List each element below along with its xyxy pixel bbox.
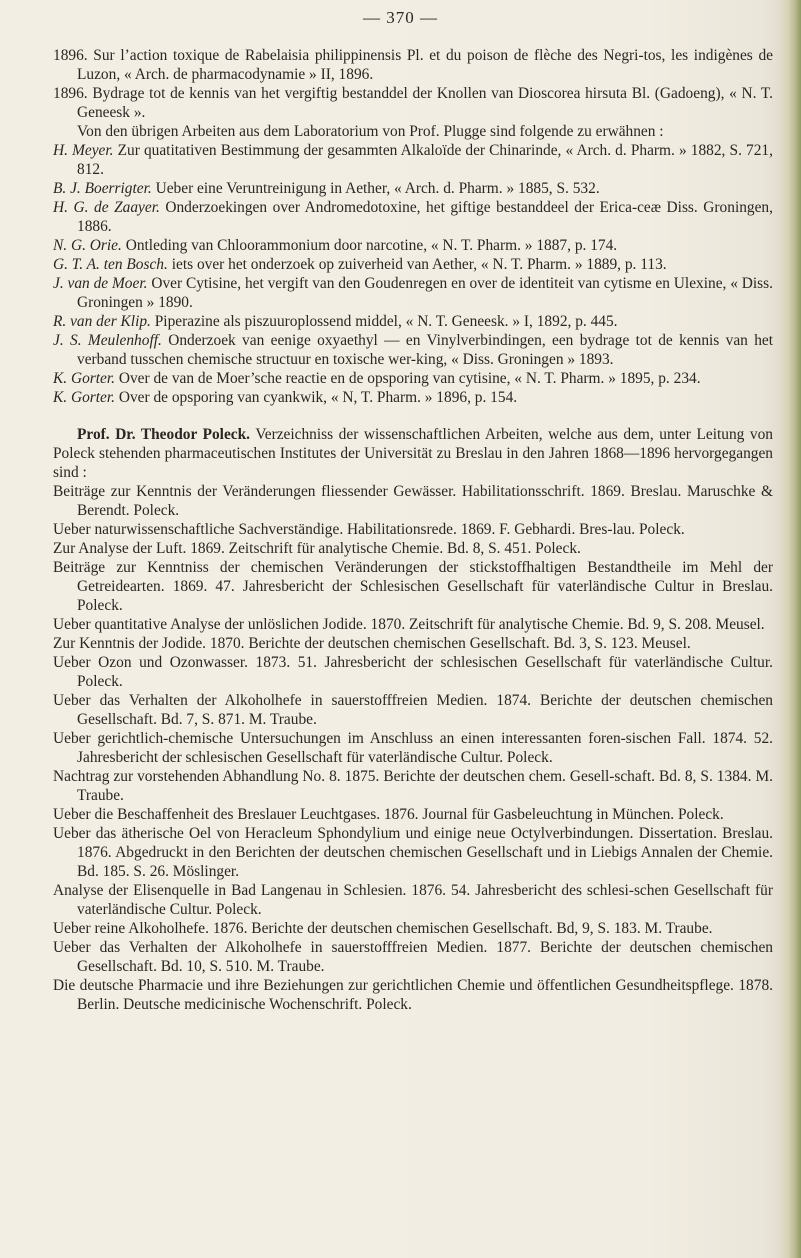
page-body (53, 46, 773, 1014)
bibliography-entry: 1896. Bydrage tot de kennis van het vergiftig bestanddel der Knollen van Dioscorea hirsuta Bl. (Gadoeng), « N. T. Geneesk ». (53, 85, 773, 121)
page-edge-shadow (779, 0, 801, 1258)
student-entry (53, 388, 773, 407)
entry-text: Over de van de Moer’sche reactie en de opsporing van cytisine, « N. T. Pharm. » 1895, p. 234. (118, 370, 701, 387)
entry-text: Onderzoekingen over Andromedotoxine, het giftige bestanddeel der Erica-ceæ Diss. Groningen, 1886. (77, 199, 773, 235)
student-entry (53, 236, 773, 255)
student-entry (53, 198, 773, 236)
work-entry: Ueber das ätherische Oel von Heracleum Sphondylium und einige neue Octylverbindungen. Dissertation. Breslau. 1876. Abgedruckt in den Berichten der deutschen chemischen Gesellschaft und in Liebigs Annalen der Chemie. Bd. 185. S. 26. Möslinger. (53, 825, 773, 880)
work-entry: Ueber naturwissenschaftliche Sachverständige. Habilitationsrede. 1869. F. Gebhardi. Bres-lau. Poleck. (53, 521, 685, 538)
entry-author: H. G. de Zaayer. (53, 199, 160, 216)
entry-author: R. van der Klip. (53, 313, 151, 330)
entry-text: Zur quatitativen Bestimmung der gesammten Alkaloïde der Chinarinde, « Arch. d. Pharm. » 1882, S. 721, 812. (77, 142, 773, 178)
entry-text: Over de opsporing van cyankwik, « N, T. Pharm. » 1896, p. 154. (118, 389, 518, 406)
entry-author: K. Gorter. (53, 370, 115, 387)
prof-intro (53, 425, 773, 482)
work-entry: Ueber das Verhalten der Alkoholhefe in sauerstofffreien Medien. 1874. Berichte der deutschen chemischen Gesellschaft. Bd. 7, S. 871. M. Traube. (53, 692, 773, 728)
work-entry: Nachtrag zur vorstehenden Abhandlung No. 8. 1875. Berichte der deutschen chem. Gesell-schaft. Bd. 8, S. 1384. M. Traube. (53, 768, 773, 804)
student-entry (53, 312, 773, 331)
student-entry (53, 179, 773, 198)
student-entry (53, 369, 773, 388)
entry-text: Piperazine als piszuuroplossend middel, « N. T. Geneesk. » I, 1892, p. 445. (154, 313, 618, 330)
work-entry: Ueber quantitative Analyse der unlöslichen Jodide. 1870. Zeitschrift für analytische Chemie. Bd. 9, S. 208. Meusel. (53, 616, 765, 633)
prof-intro-text: Verzeichniss der wissenschaftlichen Arbeiten, welche aus dem, unter Leitung von Poleck stehenden pharmaceutischen Institutes der Universität zu Breslau in den Jahren 1868—1896 hervorgegangen sind : (53, 426, 773, 481)
prof-name: Prof. Dr. Theodor Poleck. (77, 426, 251, 443)
work-entry: Zur Analyse der Luft. 1869. Zeitschrift für analytische Chemie. Bd. 8, S. 451. Poleck. (53, 540, 581, 557)
intro-note: Von den übrigen Arbeiten aus dem Laboratorium von Prof. Plugge sind folgende zu erwähnen : (77, 123, 664, 140)
student-entry (53, 141, 773, 179)
work-entry: Ueber das Verhalten der Alkoholhefe in sauerstofffreien Medien. 1877. Berichte der deutschen chemischen Gesellschaft. Bd. 10, S. 510. M. Traube. (53, 939, 773, 975)
entry-text: iets over het onderzoek op zuiverheid van Aether, « N. T. Pharm. » 1889, p. 113. (171, 256, 667, 273)
student-entry (53, 331, 773, 369)
work-entry: Ueber die Beschaffenheit des Breslauer Leuchtgases. 1876. Journal für Gasbeleuchtung in München. Poleck. (53, 806, 724, 823)
entry-text: Ueber eine Veruntreinigung in Aether, « Arch. d. Pharm. » 1885, S. 532. (155, 180, 600, 197)
student-entry (53, 255, 773, 274)
work-entry: Die deutsche Pharmacie und ihre Beziehungen zur gerichtlichen Chemie und öffentlichen Gesundheitspflege. 1878. Berlin. Deutsche medicinische Wochenschrift. Poleck. (53, 977, 773, 1013)
entry-author: J. S. Meulenhoff. (53, 332, 162, 349)
entry-text: Over Cytisine, het vergift van den Goudenregen en over de identiteit van cytisme en Ulexine, « Diss. Groningen » 1890. (77, 275, 773, 311)
page-number: — 370 — (363, 8, 438, 27)
student-entry (53, 274, 773, 312)
work-entry: Beiträge zur Kenntnis der Veränderungen fliessender Gewässer. Habilitationsschrift. 1869. Breslau. Maruschke & Berendt. Poleck. (53, 483, 773, 519)
entry-author: G. T. A. ten Bosch. (53, 256, 168, 273)
entry-author: B. J. Boerrigter. (53, 180, 152, 197)
entry-author: H. Meyer. (53, 142, 114, 159)
work-entry: Ueber Ozon und Ozonwasser. 1873. 51. Jahresbericht der schlesischen Gesellschaft für vaterländische Cultur. Poleck. (53, 654, 773, 690)
section-spacer (53, 407, 773, 425)
work-entry: Analyse der Elisenquelle in Bad Langenau in Schlesien. 1876. 54. Jahresbericht des schlesi-schen Gesellschaft für vaterländische Cultur. Poleck. (53, 882, 773, 918)
entry-author: N. G. Orie. (53, 237, 122, 254)
work-entry: Zur Kenntnis der Jodide. 1870. Berichte der deutschen chemischen Gesellschaft. Bd. 3, S. 123. Meusel. (53, 635, 691, 652)
work-entry: Ueber reine Alkoholhefe. 1876. Berichte der deutschen chemischen Gesellschaft. Bd, 9, S. 183. M. Traube. (53, 920, 713, 937)
entry-author: K. Gorter. (53, 389, 115, 406)
entry-text: Ontleding van Chloorammonium door narcotine, « N. T. Pharm. » 1887, p. 174. (125, 237, 618, 254)
entry-text: Onderzoek van eenige oxyaethyl — en Vinylverbindingen, een bydrage tot de kennis van het verband tusschen chemische structuur en toxische wer-king, « Diss. Groningen » 1893. (77, 332, 773, 368)
entry-author: J. van de Moer. (53, 275, 148, 292)
work-entry: Beiträge zur Kenntniss der chemischen Veränderungen der stickstoffhaltigen Bestandtheile im Mehl der Getreidearten. 1869. 47. Jahresbericht der Schlesischen Gesellschaft für vaterländische Cultur in Breslau. Poleck. (53, 559, 773, 614)
work-entry: Ueber gerichtlich-chemische Untersuchungen im Anschluss an einen interessanten foren-sischen Fall. 1874. 52. Jahresbericht der schlesischen Gesellschaft für vaterländische Cultur. Poleck. (53, 730, 773, 766)
bibliography-entry: 1896. Sur l’action toxique de Rabelaisia philippinensis Pl. et du poison de flèche des Negri-tos, les indigènes de Luzon, « Arch. de pharmacodynamie » II, 1896. (53, 47, 773, 83)
